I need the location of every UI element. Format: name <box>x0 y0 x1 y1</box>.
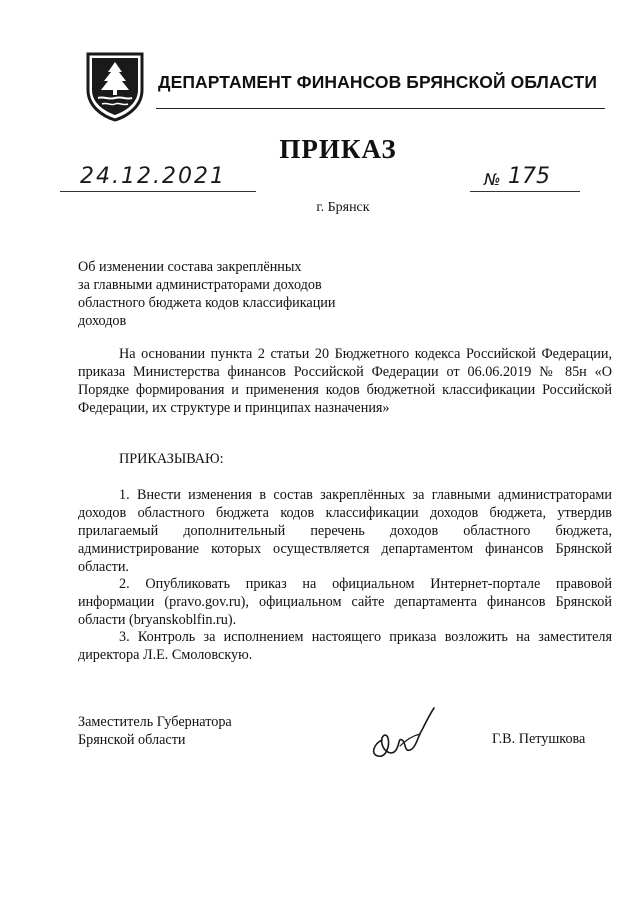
subject-line: областного бюджета кодов классификации <box>78 295 336 311</box>
basis-paragraph: На основании пункта 2 статьи 20 Бюджетного кодекса Российской Федерации, приказа Министерства финансов Российской Федерации от 06.06.2019 № 85н «О Порядке формирования и применения кодов бюджетной классификации Российской Федерации, их структуре и принципах назначения» <box>78 346 612 416</box>
order-item: 2. Опубликовать приказ на официальном Интернет-портале правовой информации (pravo.gov.ru), официальном сайте департамента финансов Брянской области (bryanskoblfin.ru). <box>78 576 612 628</box>
coat-of-arms-icon <box>84 50 146 122</box>
subject-line: за главными администраторами доходов <box>78 277 322 293</box>
city: г. Брянск <box>316 200 370 215</box>
subject-line: Об изменении состава закреплённых <box>78 259 302 275</box>
handwritten-signature-icon <box>360 700 450 770</box>
document-subject <box>78 258 408 330</box>
date-underline <box>60 191 256 192</box>
order-word: ПРИКАЗЫВАЮ: <box>119 451 224 467</box>
handwritten-date: 24.12.2021 <box>80 164 226 189</box>
signer-name: Г.В. Петушкова <box>492 731 586 747</box>
signer-position <box>78 713 232 749</box>
header-divider <box>156 108 605 109</box>
order-item: 3. Контроль за исполнением настоящего приказа возложить на заместителя директора Л.Е. Смоловскую. <box>78 629 612 663</box>
subject-line: доходов <box>78 313 127 329</box>
handwritten-number: 175 <box>508 164 550 189</box>
signer-position-line: Брянской области <box>78 732 186 748</box>
number-prefix: № <box>484 170 501 189</box>
department-title: ДЕПАРТАМЕНТ ФИНАНСОВ БРЯНСКОЙ ОБЛАСТИ <box>158 72 598 92</box>
signer-position-line: Заместитель Губернатора <box>78 714 232 730</box>
order-item: 1. Внести изменения в состав закреплённых за главными администраторами доходов областного бюджета кодов классификации доходов бюджета, утвердив прилагаемый дополнительный перечень доходов областного бюджета, администрирование которых осуществляется департаментом финансов Брянской области. <box>78 487 612 575</box>
document-title: ПРИКАЗ <box>279 134 397 164</box>
number-underline <box>470 191 580 192</box>
